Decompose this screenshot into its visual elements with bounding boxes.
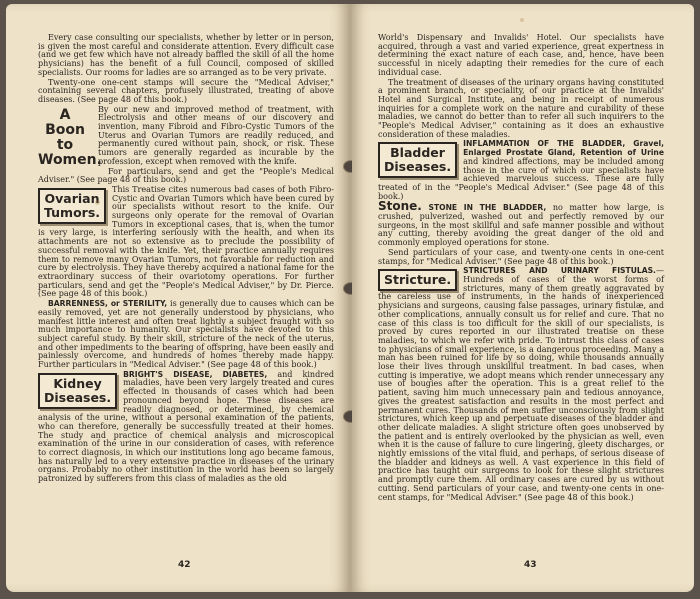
ovarian-text: This Treatise cites numerous bad cases of both Fibro-Cystic and Ovarian Tumors which have been cured by our specialists without resort to the knife. Our surgeons only operate for the removal of Ovarian Tumors in exceptional cases, that is, when the tumor is very large, is interfering seriously with the health, and when its attachments are not so extensive as to preclude the possibility of successful removal with the knife. Yet, their practice annually requires them to remove many Ovarian Tumors, not favorable for reduction and cure by electrolysis. They have thereby acquired a national fame for the extraordinary success of their ovariotomy operations. For further particulars, send and get the "People's Medical Adviser," by Dr. Pierce. (See page 48 of this book.) bbox=[38, 184, 334, 299]
stricture-text: —Hundreds of cases of the worst forms of strictures, many of them greatly aggravated by the careless use of instruments, in the hands of inexperienced physicians and surgeons, causing false passages, urinary fistulæ, and other complications, annually consult us for relief and cure. That no case of this class is too difficult for the skill of our specialists, is proved by cures reported in our illustrated treatise on these maladies, to which we refer with pride. To intrust this class of cases to physicians of small experience, is a dangerous proceeding. Many a man has been ruined for life by so doing, while thousands annually lose their lives through unskillful treatment. In bad cases, when cutting is imperative, we adopt means which render unnecessary any use of bougies after the operation. This is a great relief to the patient, saving him much unnecessary pain and tedious annoyance, gives the greatest satisfaction and results in the most perfect and permanent cures. Thousands of men suffer unconsciously from slight strictures, which keep up and perpetuate diseases of the bladder and other delicate maladies. A slight stricture often goes unobserved by the patient and is entirely overlooked by the physician as well, even when it is the cause of failure to cure lingering, gleety discharges, or nightly emissions of the vital fluid, and perhaps, of serious disease of the bladder and kidneys as well. A vast experience in this field of practice has taught our surgeons to look for these slight strictures and promptly cure them. All ordinary cases are cured by us without cutting. Send particulars of your case, and twenty-one cents in one-cent stamps, for "Medical Adviser." (See page 48 of this book.) bbox=[378, 266, 664, 502]
kidney-heading-box: Kidney Diseases. bbox=[38, 373, 117, 409]
stone-particulars: Send particulars of your case, and twenty-one cents in one-cent stamps, for "Medical Adviser." (See page 48 of this book.) bbox=[378, 247, 664, 266]
barrenness-text: is generally due to causes which can be easily removed, yet are not generally understood by physicians, who manifest little interest and often treat lightly a subject fraught with so much importance to humanity. Our specialists have devoted to this subject careful study. By their skill, stricture of the neck of the uterus, and other impediments to the bearing of offspring, have been easily and painlessly overcome, and hundreds of homes thereby made happy. Further particulars in "Medical Adviser." (See page 48 of this book.) bbox=[38, 299, 335, 370]
page-number-left: 42 bbox=[178, 560, 191, 570]
barrenness-heading: BARRENNESS, or STERILITY, bbox=[48, 299, 168, 309]
paper-stain bbox=[95, 200, 100, 205]
kidney-text: and kindred maladies, have been very largely treated and cures effected in thousands of cases which had been pronounced beyond hope. These diseases are readily diagnosed, or determined, by chemical analysis of the urine, without a personal examination of the patients, who can therefore, generally be successfully treated at their homes. The study and practice of chemical analysis and microscopical examination of the urine in our consideration of cases, with reference to correct diagnosis, in which our institutions long ago became famous, has naturally led to a very extensive practice in diseases of the urinary organs. Probably no other institution in the world has been so largely patronized by sufferers from this class of maladies as the old bbox=[38, 369, 335, 484]
stone-subheading: STONE IN THE BLADDER, bbox=[428, 203, 547, 213]
ovarian-heading-box: Ovarian Tumors. bbox=[38, 188, 106, 224]
boon-particulars: For particulars, send and get the "People's Medical Adviser." (See page 48 of this book.) bbox=[38, 166, 334, 185]
intro-paragraph: Every case consulting our specialists, whether by letter or in person, is given the most careful and considerate attention. Every difficult case (and we get few which have not already baffled the skill of all the home physicians) has the benefit of a full Council, composed of skilled specialists. Our rooms for ladies are so arranged as to be very private. bbox=[38, 33, 334, 77]
stricture-paragraph bbox=[378, 267, 664, 502]
bladder-heading-box: Bladder Diseases. bbox=[378, 142, 457, 178]
bladder-heading: INFLAMMATION OF THE BLADDER, Gravel, Enlarged Prostate Gland, Retention of Urine bbox=[463, 139, 664, 158]
bladder-text: and kindred affections, may be included among those in the cure of which our specialists have achieved marvelous success. These are fully treated of in the "People's Medical Adviser." (See page 48 of this book.) bbox=[378, 156, 664, 201]
right-page bbox=[352, 4, 694, 592]
stricture-heading: STRICTURES AND URINARY FISTULAS. bbox=[463, 266, 656, 276]
urinary-paragraph: The treatment of diseases of the urinary organs having constituted a prominent branch, or speciality, of our practice at the Invalids' Hotel and Surgical Institute, and being in receipt of numerous inquiries for a complete work on the nature and curability of these maladies, we cannot do better than to refer all such inquirers to the "People's Medical Adviser," containing as it does an exhaustive consideration of these maladies. bbox=[378, 77, 664, 139]
page-number-right: 43 bbox=[524, 560, 537, 570]
continuation-text: World's Dispensary and Invalids' Hotel. Our specialists have acquired, through a vast and varied experience, great expertness in determining the exact nature of each case, and, hence, have been successful in nicely adapting their remedies for the cure of each individual case. bbox=[378, 33, 664, 77]
left-page bbox=[6, 4, 348, 592]
stricture-heading-box: Stricture. bbox=[378, 269, 457, 291]
stone-heading: Stone. bbox=[378, 199, 422, 214]
boon-heading-box: A Boon to Women. bbox=[38, 106, 102, 168]
kidney-heading: BRIGHT'S DISEASE, DIABETES, bbox=[123, 369, 268, 379]
stamps-note: Twenty-one one-cent stamps will secure the "Medical Adviser," containing several chapters, profusely illustrated, treating of above diseases. (See page 48 of this book.) bbox=[38, 77, 334, 104]
paper-stain bbox=[520, 18, 524, 22]
stone-paragraph bbox=[378, 199, 665, 248]
stone-text: no matter how large, is crushed, pulverized, washed out and perfectly removed by our surgeons, in the most skillful and safe manner possible and without any cutting, thereby avoiding the great danger of the old and commonly employed operations for stone. bbox=[378, 203, 665, 248]
boon-text: By our new and improved method of treatment, with Electrolysis and other means of our discovery and invention, many Fibroid and Fibro-Cystic Tumors of the Uterus and Ovarian Tumors are readily reduced, and permanently cured without pain, shock, or risk. These tumors are generally regarded as incurable by the profession, except when removed with the knife. bbox=[98, 104, 334, 166]
barrenness-paragraph bbox=[38, 300, 334, 370]
